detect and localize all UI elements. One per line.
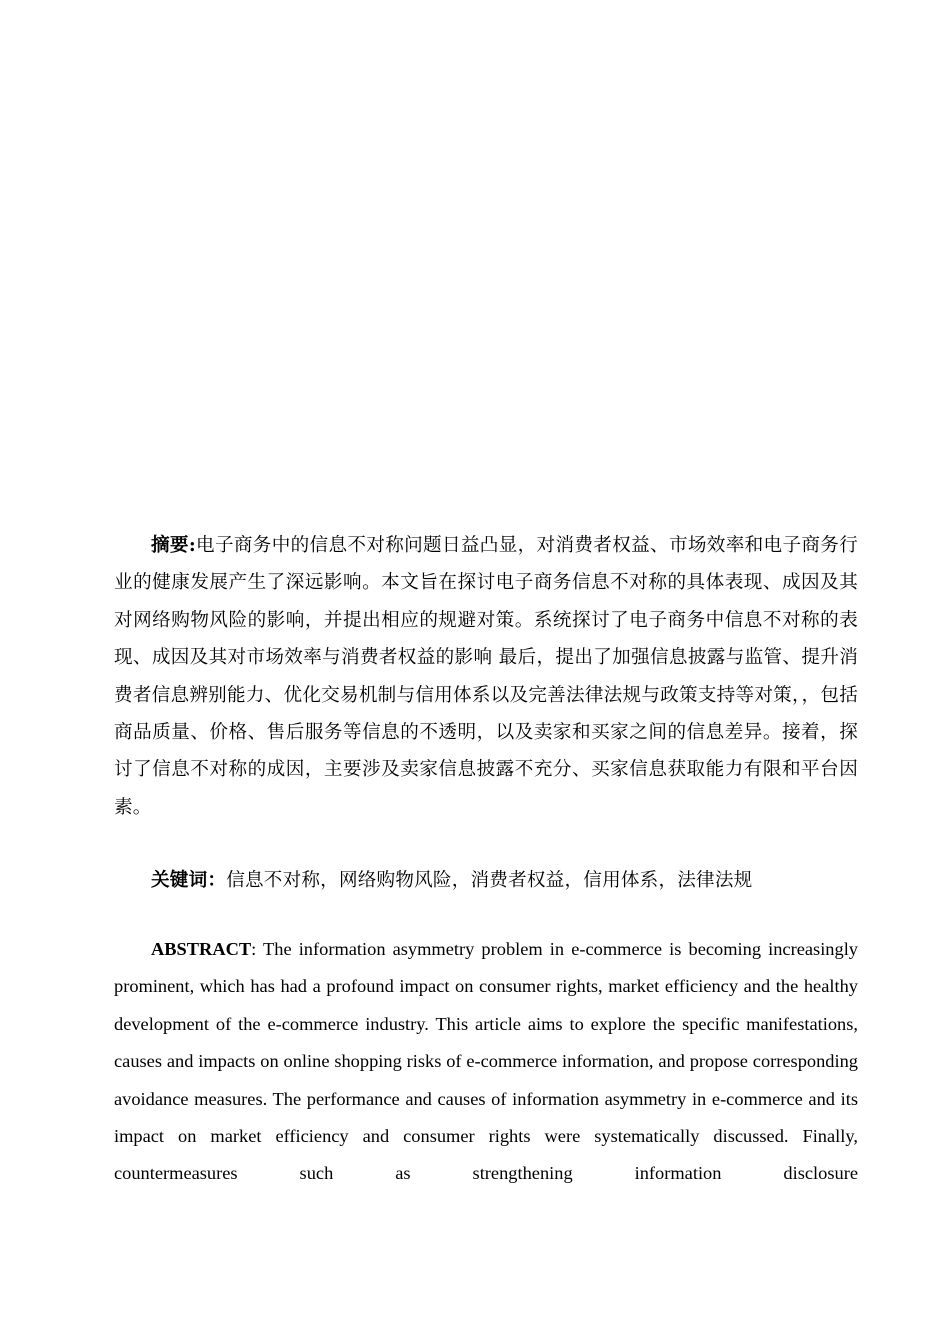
chinese-abstract-paragraph: [114, 527, 858, 826]
chinese-abstract-label: 摘要:: [151, 535, 196, 556]
chinese-keywords-text: 信息不对称，网络购物风险，消费者权益，信用体系，法律法规: [226, 870, 753, 891]
english-abstract-paragraph: [114, 931, 858, 1193]
chinese-keywords-paragraph: [114, 862, 858, 899]
english-abstract-label: ABSTRACT: [151, 939, 252, 959]
chinese-keywords-label: 关键词：: [151, 870, 227, 891]
chinese-abstract-text: 电子商务中的信息不对称问题日益凸显，对消费者权益、市场效率和电子商务行业的健康发展产生了深远影响。本文旨在探讨电子商务信息不对称的具体表现、成因及其对网络购物风险的影响，并提出相应的规避对策。系统探讨了电子商务中信息不对称的表现、成因及其对市场效率与消费者权益的影响 最后，提出了加强信息披露与监管、提升消费者信息辨别能力、优化交易机制与信用体系以及完善法律法规与政策支持等对策，，包括商品质量、价格、售后服务等信息的不透明，以及卖家和买家之间的信息差异。接着，探讨了信息不对称的成因，主要涉及卖家信息披露不充分、买家信息获取能力有限和平台因素。: [114, 535, 858, 818]
english-abstract-text: : The information asymmetry problem in e-commerce is becoming increasingly prominent, which has had a profound impact on consumer rights, market efficiency and the healthy development of the e-commerce industry. This article aims to explore the specific manifestations, causes and impacts on online shopping risks of e-commerce information, and propose corresponding avoidance measures. The performance and causes of information asymmetry in e-commerce and its impact on market efficiency and consumer rights were systematically discussed. Finally, countermeasures such as strengthening information disclosure: [114, 939, 858, 1184]
